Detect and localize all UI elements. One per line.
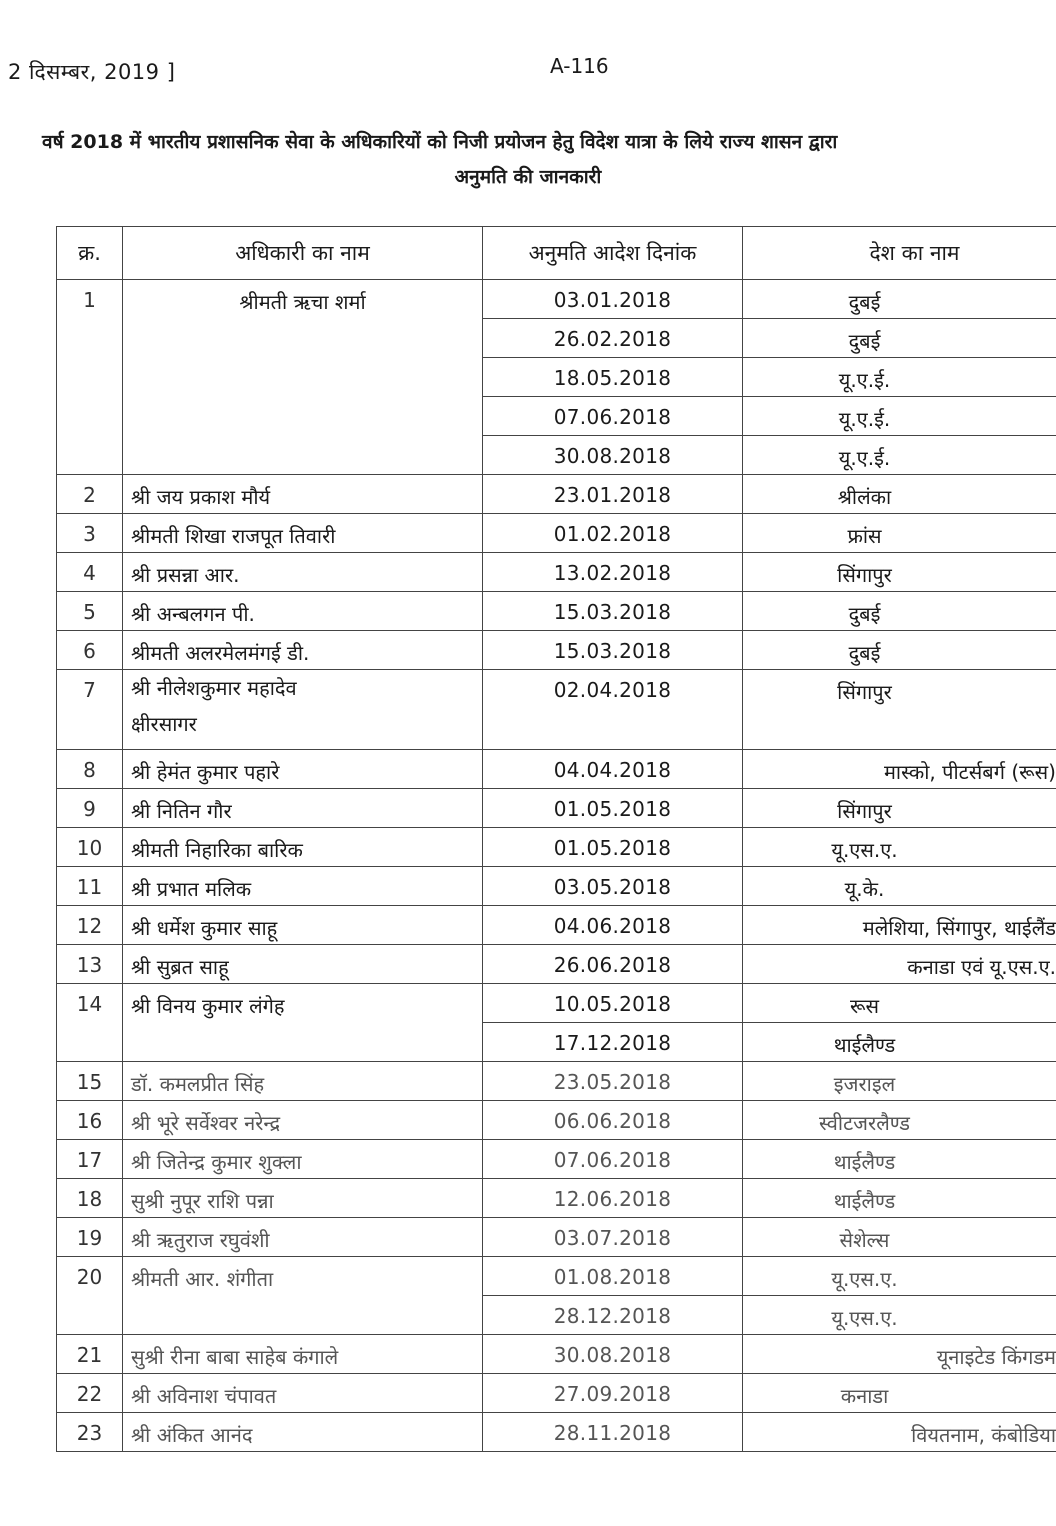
- order-date-cell: 07.06.2018: [483, 1140, 743, 1179]
- serial-cell: 9: [57, 789, 123, 828]
- table-row: [57, 867, 1056, 906]
- table-row: [57, 592, 1056, 631]
- order-date-cell: 28.11.2018: [483, 1413, 743, 1452]
- document-title: वर्ष 2018 में भारतीय प्रशासनिक सेवा के अधिकारियों को निजी प्रयोजन हेतु विदेश यात्रा के लिये राज्य शासन द्वारा: [42, 131, 838, 153]
- order-date-cell: 03.01.2018: [483, 280, 743, 319]
- officer-name-line2: क्षीरसागर: [131, 712, 197, 736]
- country-cell: थाईलैण्ड: [743, 1023, 1056, 1062]
- order-date-cell: 23.05.2018: [483, 1062, 743, 1101]
- table-row: [57, 906, 1056, 945]
- table-row: [57, 1062, 1056, 1101]
- country-cell: यू.एस.ए.: [743, 1296, 1056, 1335]
- country-cell: इजराइल: [743, 1062, 1056, 1101]
- officer-name-cell: श्री अन्बलगन पी.: [123, 592, 483, 631]
- order-date-cell: 28.12.2018: [483, 1296, 743, 1335]
- order-date-cell: 17.12.2018: [483, 1023, 743, 1062]
- serial-cell: 18: [57, 1179, 123, 1218]
- table-row: [57, 475, 1056, 514]
- country-cell: यू.ए.ई.: [743, 358, 1056, 397]
- country-cell: वियतनाम, कंबोडिया: [743, 1413, 1056, 1452]
- header-country: देश का नाम: [743, 227, 1056, 280]
- country-cell: यू.ए.ई.: [743, 436, 1056, 475]
- country-cell: थाईलैण्ड: [743, 1179, 1056, 1218]
- order-date-cell: 10.05.2018: [483, 984, 743, 1023]
- order-date-cell: 18.05.2018: [483, 358, 743, 397]
- country-cell: सेशेल्स: [743, 1218, 1056, 1257]
- officer-name-cell: श्री प्रभात मलिक: [123, 867, 483, 906]
- order-date-cell: 07.06.2018: [483, 397, 743, 436]
- officer-name-cell: श्री जितेन्द्र कुमार शुक्ला: [123, 1140, 483, 1179]
- order-date-cell: 26.06.2018: [483, 945, 743, 984]
- officer-name-cell: श्री अविनाश चंपावत: [123, 1374, 483, 1413]
- officer-name-cell: श्रीमती शिखा राजपूत तिवारी: [123, 514, 483, 553]
- country-cell: दुबई: [743, 319, 1056, 358]
- country-cell: कनाडा एवं यू.एस.ए.: [743, 945, 1056, 984]
- order-date-cell: 01.08.2018: [483, 1257, 743, 1296]
- serial-cell: 23: [57, 1413, 123, 1452]
- country-cell: मलेशिया, सिंगापुर, थाईलैंड: [743, 906, 1056, 945]
- country-cell: यू.के.: [743, 867, 1056, 906]
- document-subtitle: अनुमति की जानकारी: [454, 166, 602, 188]
- serial-cell: 19: [57, 1218, 123, 1257]
- order-date-cell: 13.02.2018: [483, 553, 743, 592]
- country-cell: दुबई: [743, 592, 1056, 631]
- serial-cell: 10: [57, 828, 123, 867]
- serial-cell: 21: [57, 1335, 123, 1374]
- officer-name-cell: श्री नितिन गौर: [123, 789, 483, 828]
- country-cell: कनाडा: [743, 1374, 1056, 1413]
- table-row: [57, 553, 1056, 592]
- table-row: [57, 1335, 1056, 1374]
- order-date-cell: 04.04.2018: [483, 750, 743, 789]
- officer-name-cell: सुश्री रीना बाबा साहेब कंगाले: [123, 1335, 483, 1374]
- serial-cell: 2: [57, 475, 123, 514]
- table-row: [57, 1218, 1056, 1257]
- page-date: 2 दिसम्बर, 2019 ]: [8, 60, 176, 84]
- serial-cell: 3: [57, 514, 123, 553]
- table-header-row: [57, 227, 1056, 280]
- table-row: [57, 945, 1056, 984]
- order-date-cell: 03.07.2018: [483, 1218, 743, 1257]
- country-cell: स्वीटजरलैण्ड: [743, 1101, 1056, 1140]
- page-number: A-116: [550, 54, 609, 78]
- order-date-cell: 01.05.2018: [483, 828, 743, 867]
- country-cell: सिंगापुर: [743, 789, 1056, 828]
- table-row: [57, 280, 1056, 319]
- order-date-cell: 23.01.2018: [483, 475, 743, 514]
- serial-cell: 6: [57, 631, 123, 670]
- officer-name-line1: श्री नीलेशकुमार महादेव: [131, 676, 297, 700]
- officer-name-cell: डॉ. कमलप्रीत सिंह: [123, 1062, 483, 1101]
- serial-cell: 20: [57, 1257, 123, 1335]
- country-cell: यूनाइटेड किंगडम: [743, 1335, 1056, 1374]
- order-date-cell: 06.06.2018: [483, 1101, 743, 1140]
- country-cell: सिंगापुर: [743, 553, 1056, 592]
- serial-cell: 4: [57, 553, 123, 592]
- order-date-cell: 30.08.2018: [483, 436, 743, 475]
- country-cell: श्रीलंका: [743, 475, 1056, 514]
- order-date-cell: 27.09.2018: [483, 1374, 743, 1413]
- country-cell: यू.एस.ए.: [743, 1257, 1056, 1296]
- order-date-cell: 15.03.2018: [483, 631, 743, 670]
- officer-name-cell: श्री प्रसन्ना आर.: [123, 553, 483, 592]
- table-row: [57, 1140, 1056, 1179]
- table-row: [57, 514, 1056, 553]
- officer-name-cell: श्री जय प्रकाश मौर्य: [123, 475, 483, 514]
- serial-cell: 12: [57, 906, 123, 945]
- table-row: [57, 750, 1056, 789]
- officer-name-cell: श्री हेमंत कुमार पहारे: [123, 750, 483, 789]
- table-row: [57, 789, 1056, 828]
- serial-cell: 8: [57, 750, 123, 789]
- officer-name-cell: श्री अंकित आनंद: [123, 1413, 483, 1452]
- country-cell: यू.एस.ए.: [743, 828, 1056, 867]
- country-cell: थाईलैण्ड: [743, 1140, 1056, 1179]
- order-date-cell: 15.03.2018: [483, 592, 743, 631]
- country-cell: फ्रांस: [743, 514, 1056, 553]
- table-row: [57, 631, 1056, 670]
- serial-cell: 15: [57, 1062, 123, 1101]
- order-date-cell: 30.08.2018: [483, 1335, 743, 1374]
- country-cell: सिंगापुर: [743, 670, 1056, 750]
- officer-name-cell: सुश्री नुपूर राशि पन्ना: [123, 1179, 483, 1218]
- serial-cell: 14: [57, 984, 123, 1062]
- table-row: [57, 828, 1056, 867]
- table-row: [57, 1101, 1056, 1140]
- serial-cell: 7: [57, 670, 123, 750]
- country-cell: मास्को, पीटर्सबर्ग (रूस): [743, 750, 1056, 789]
- order-date-cell: 12.06.2018: [483, 1179, 743, 1218]
- country-cell: रूस: [743, 984, 1056, 1023]
- table-row: [57, 1413, 1056, 1452]
- header-serial: क्र.: [57, 227, 123, 280]
- table-row: [57, 984, 1056, 1023]
- order-date-cell: 01.02.2018: [483, 514, 743, 553]
- officer-name-cell: श्रीमती ऋचा शर्मा: [123, 280, 483, 475]
- officer-name-cell: श्री धर्मेश कुमार साहू: [123, 906, 483, 945]
- officer-name-cell: श्रीमती निहारिका बारिक: [123, 828, 483, 867]
- table-row: [57, 1374, 1056, 1413]
- header-officer-name: अधिकारी का नाम: [123, 227, 483, 280]
- order-date-cell: 03.05.2018: [483, 867, 743, 906]
- officer-name-cell: श्री ऋतुराज रघुवंशी: [123, 1218, 483, 1257]
- permission-table: [56, 226, 1056, 1452]
- serial-cell: 13: [57, 945, 123, 984]
- officer-name-cell: श्रीमती आर. शंगीता: [123, 1257, 483, 1335]
- country-cell: यू.ए.ई.: [743, 397, 1056, 436]
- officer-name-cell: श्री विनय कुमार लंगेह: [123, 984, 483, 1062]
- serial-cell: 1: [57, 280, 123, 475]
- serial-cell: 22: [57, 1374, 123, 1413]
- officer-name-cell: [123, 670, 483, 750]
- country-cell: दुबई: [743, 631, 1056, 670]
- serial-cell: 17: [57, 1140, 123, 1179]
- table-row: [57, 670, 1056, 750]
- serial-cell: 5: [57, 592, 123, 631]
- serial-cell: 16: [57, 1101, 123, 1140]
- serial-cell: 11: [57, 867, 123, 906]
- country-cell: दुबई: [743, 280, 1056, 319]
- order-date-cell: 26.02.2018: [483, 319, 743, 358]
- officer-name-cell: श्री सुब्रत साहू: [123, 945, 483, 984]
- order-date-cell: 04.06.2018: [483, 906, 743, 945]
- table-body: [57, 280, 1056, 1452]
- order-date-cell: 02.04.2018: [483, 670, 743, 750]
- officer-name-cell: श्री भूरे सर्वेश्वर नरेन्द्र: [123, 1101, 483, 1140]
- table-row: [57, 1257, 1056, 1296]
- officer-name-cell: श्रीमती अलरमेलमंगई डी.: [123, 631, 483, 670]
- order-date-cell: 01.05.2018: [483, 789, 743, 828]
- header-order-date: अनुमति आदेश दिनांक: [483, 227, 743, 280]
- table-row: [57, 1179, 1056, 1218]
